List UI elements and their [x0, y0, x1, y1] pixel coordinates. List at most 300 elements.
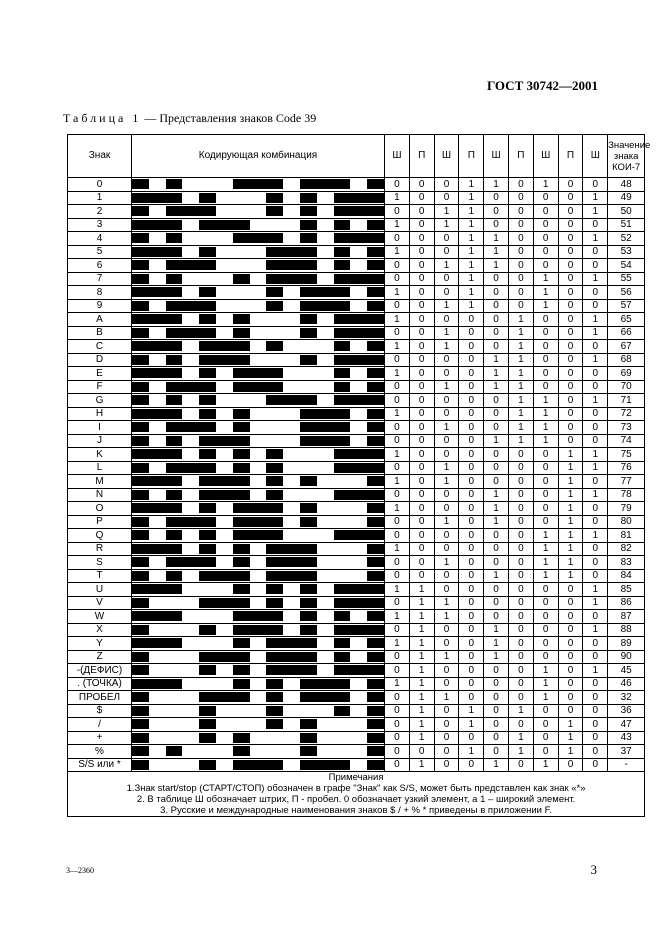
symbol-cell: R: [68, 542, 132, 556]
bit-cell: 0: [558, 610, 583, 624]
bar-element: [367, 517, 384, 527]
bit-cell: 0: [508, 448, 533, 462]
barcode-pattern-cell: [132, 421, 385, 435]
bit-cell: 0: [409, 245, 434, 259]
bar-element: [132, 733, 149, 743]
bit-cell: 0: [409, 515, 434, 529]
bit-cell: 0: [459, 380, 484, 394]
bar-element: [132, 193, 182, 203]
bar-element: [367, 179, 384, 189]
bit-cell: 1: [385, 677, 410, 691]
bar-element: [334, 652, 351, 662]
bar-element: [300, 625, 317, 635]
bit-cell: 0: [484, 745, 509, 759]
koi-value-cell: 89: [608, 637, 645, 651]
koi-value-cell: 74: [608, 434, 645, 448]
table-row: [68, 421, 645, 435]
bit-cell: 0: [459, 340, 484, 354]
bar-element: [367, 422, 384, 432]
bit-cell: 0: [434, 637, 459, 651]
bit-cell: 1: [583, 326, 608, 340]
bar-element: [266, 638, 316, 648]
bar-element: [300, 679, 350, 689]
bit-cell: 0: [533, 515, 558, 529]
space-element: [283, 179, 300, 189]
table-row: [68, 731, 645, 745]
space-element: [216, 193, 266, 203]
bit-cell: 0: [533, 367, 558, 381]
bit-cell: 1: [484, 515, 509, 529]
space-element: [216, 665, 233, 675]
header-bit-2: П: [409, 135, 434, 178]
bar-element: [266, 571, 316, 581]
bit-cell: 1: [533, 421, 558, 435]
bit-cell: 1: [434, 326, 459, 340]
bar-element: [132, 571, 149, 581]
bar-element: [132, 517, 149, 527]
bit-cell: 0: [409, 421, 434, 435]
bar-element: [367, 557, 384, 567]
header-bit-3: Ш: [434, 135, 459, 178]
bit-cell: 0: [409, 326, 434, 340]
bit-cell: 1: [434, 218, 459, 232]
bit-cell: 0: [558, 299, 583, 313]
bit-cell: 0: [533, 502, 558, 516]
bar-element: [166, 463, 216, 473]
symbol-cell: 0: [68, 178, 132, 192]
bit-cell: 1: [385, 448, 410, 462]
bit-cell: 1: [434, 259, 459, 273]
bit-cell: 1: [434, 475, 459, 489]
bit-cell: 0: [409, 394, 434, 408]
koi-value-cell: 37: [608, 745, 645, 759]
bit-cell: 1: [385, 340, 410, 354]
bit-cell: 0: [434, 704, 459, 718]
space-element: [149, 233, 166, 243]
bit-cell: 0: [409, 380, 434, 394]
space-element: [283, 287, 300, 297]
koi-value-cell: 85: [608, 583, 645, 597]
bit-cell: 0: [508, 205, 533, 219]
barcode-pattern-cell: [132, 529, 385, 543]
bit-cell: 0: [434, 623, 459, 637]
table-row: [68, 313, 645, 327]
bar-element: [233, 544, 250, 554]
space-element: [283, 301, 300, 311]
bar-element: [233, 530, 283, 540]
koi-value-cell: 79: [608, 502, 645, 516]
bit-cell: 1: [409, 664, 434, 678]
barcode-pattern: [132, 449, 384, 459]
bar-element: [300, 179, 350, 189]
bit-cell: 0: [583, 421, 608, 435]
space-element: [216, 247, 266, 257]
bit-cell: 0: [459, 421, 484, 435]
barcode-pattern: [132, 611, 384, 621]
bit-cell: 1: [434, 205, 459, 219]
bit-cell: 0: [385, 704, 410, 718]
koi-value-cell: 68: [608, 353, 645, 367]
space-element: [250, 733, 300, 743]
space-element: [149, 422, 166, 432]
space-element: [350, 409, 367, 419]
space-element: [317, 598, 334, 608]
bar-element: [367, 368, 384, 378]
bit-cell: 0: [484, 475, 509, 489]
bit-cell: 1: [583, 394, 608, 408]
table-row: [68, 394, 645, 408]
barcode-pattern-cell: [132, 556, 385, 570]
bit-cell: 0: [434, 448, 459, 462]
koi-value-cell: 46: [608, 677, 645, 691]
bit-cell: 0: [484, 664, 509, 678]
koi-value-cell: 52: [608, 232, 645, 246]
koi-value-cell: 80: [608, 515, 645, 529]
bit-cell: 1: [508, 434, 533, 448]
space-element: [182, 476, 199, 486]
bar-element: [300, 611, 317, 621]
bit-cell: 0: [385, 178, 410, 192]
bar-element: [166, 395, 183, 405]
bar-element: [166, 260, 216, 270]
bar-element: [132, 611, 182, 621]
space-element: [149, 530, 166, 540]
bit-cell: 1: [533, 691, 558, 705]
space-element: [350, 247, 367, 257]
space-element: [250, 598, 267, 608]
bit-cell: 0: [533, 245, 558, 259]
bit-cell: 0: [459, 583, 484, 597]
bit-cell: 0: [484, 542, 509, 556]
bar-element: [132, 247, 182, 257]
space-element: [283, 341, 333, 351]
symbol-cell: O: [68, 502, 132, 516]
bit-cell: 0: [558, 583, 583, 597]
bit-cell: 0: [409, 475, 434, 489]
bar-element: [300, 355, 317, 365]
bit-cell: 0: [583, 718, 608, 732]
bit-cell: 0: [583, 475, 608, 489]
barcode-pattern-cell: [132, 218, 385, 232]
space-element: [149, 382, 166, 392]
space-element: [182, 490, 199, 500]
bit-cell: 1: [533, 178, 558, 192]
space-element: [149, 179, 166, 189]
page-number: 3: [590, 862, 597, 877]
bar-element: [233, 746, 250, 756]
space-element: [250, 584, 267, 594]
space-element: [317, 274, 334, 284]
space-element: [317, 719, 367, 729]
space-element: [216, 719, 266, 729]
bit-cell: 0: [508, 596, 533, 610]
bit-cell: 0: [508, 556, 533, 570]
barcode-pattern-cell: [132, 718, 385, 732]
bit-cell: 0: [434, 718, 459, 732]
bit-cell: 1: [409, 596, 434, 610]
table-caption-label: Таблица 1: [63, 111, 142, 125]
bar-element: [334, 220, 351, 230]
bit-cell: 1: [385, 218, 410, 232]
space-element: [283, 517, 300, 527]
bar-element: [334, 341, 351, 351]
space-element: [283, 611, 300, 621]
barcode-pattern: [132, 409, 384, 419]
space-element: [216, 206, 266, 216]
bit-cell: 1: [409, 637, 434, 651]
bit-cell: 0: [583, 286, 608, 300]
bit-cell: 0: [385, 623, 410, 637]
bar-element: [132, 422, 149, 432]
bar-element: [132, 382, 149, 392]
bar-element: [132, 463, 149, 473]
bit-cell: 0: [434, 731, 459, 745]
bit-cell: 1: [385, 407, 410, 421]
barcode-pattern: [132, 247, 384, 257]
barcode-pattern-cell: [132, 515, 385, 529]
barcode-pattern-cell: [132, 259, 385, 273]
bit-cell: 0: [459, 556, 484, 570]
space-element: [317, 328, 334, 338]
koi-value-cell: -: [608, 758, 645, 772]
bar-element: [367, 544, 384, 554]
symbol-cell: 9: [68, 299, 132, 313]
koi-value-cell: 53: [608, 245, 645, 259]
header-pattern: Кодирующая комбинация: [132, 135, 385, 178]
bar-element: [166, 422, 216, 432]
space-element: [250, 679, 267, 689]
bar-element: [300, 301, 350, 311]
note-1: 1.Знак start/stop (СТАРТ/СТОП) обозначен в графе "Знак" как S/S, может быть представлен как знак «*»: [126, 783, 586, 794]
bar-element: [199, 598, 249, 608]
barcode-pattern: [132, 557, 384, 567]
bit-cell: 0: [583, 367, 608, 381]
bit-cell: 1: [484, 434, 509, 448]
bar-element: [300, 584, 317, 594]
note-3: 3. Русские и международные наименования знаков $ / + % * приведены в приложении F.: [160, 805, 553, 816]
bit-cell: 0: [583, 637, 608, 651]
bit-cell: 0: [533, 232, 558, 246]
bar-element: [266, 301, 283, 311]
barcode-pattern-cell: [132, 286, 385, 300]
bit-cell: 0: [434, 677, 459, 691]
table-row: [68, 704, 645, 718]
table-row: [68, 353, 645, 367]
bit-cell: 0: [409, 461, 434, 475]
bar-element: [199, 625, 216, 635]
bit-cell: 1: [583, 461, 608, 475]
bar-element: [132, 638, 182, 648]
bit-cell: 0: [558, 596, 583, 610]
bit-cell: 0: [434, 191, 459, 205]
bit-cell: 0: [558, 623, 583, 637]
bit-cell: 0: [508, 691, 533, 705]
bit-cell: 0: [533, 461, 558, 475]
space-element: [317, 557, 367, 567]
bit-cell: 0: [533, 745, 558, 759]
bar-element: [233, 733, 250, 743]
barcode-pattern-cell: [132, 178, 385, 192]
bit-cell: 0: [558, 245, 583, 259]
bit-cell: 1: [533, 569, 558, 583]
space-element: [283, 719, 300, 729]
koi-value-cell: 72: [608, 407, 645, 421]
koi-value-cell: 81: [608, 529, 645, 543]
bar-element: [199, 341, 249, 351]
barcode-pattern: [132, 436, 384, 446]
space-element: [149, 706, 199, 716]
space-element: [149, 665, 199, 675]
barcode-pattern-cell: [132, 353, 385, 367]
bit-cell: 0: [484, 556, 509, 570]
bit-cell: 0: [558, 394, 583, 408]
symbol-cell: 2: [68, 205, 132, 219]
bit-cell: 0: [459, 394, 484, 408]
bit-cell: 1: [459, 178, 484, 192]
bit-cell: 0: [583, 259, 608, 273]
koi-value-cell: 43: [608, 731, 645, 745]
bit-cell: 0: [583, 245, 608, 259]
space-element: [149, 692, 199, 702]
space-element: [149, 274, 166, 284]
space-element: [317, 733, 367, 743]
bit-cell: 0: [459, 529, 484, 543]
bit-cell: 1: [409, 650, 434, 664]
bit-cell: 0: [484, 286, 509, 300]
symbol-cell: X: [68, 623, 132, 637]
bit-cell: 0: [459, 353, 484, 367]
table-header: [68, 135, 651, 178]
space-element: [317, 314, 334, 324]
barcode-pattern: [132, 476, 384, 486]
bit-cell: 0: [484, 218, 509, 232]
bit-cell: 1: [434, 421, 459, 435]
bit-cell: 0: [484, 407, 509, 421]
barcode-pattern: [132, 341, 384, 351]
barcode-pattern-cell: [132, 745, 385, 759]
space-element: [317, 652, 334, 662]
bar-element: [266, 247, 316, 257]
bar-element: [367, 220, 384, 230]
bar-element: [233, 449, 250, 459]
bit-cell: 0: [434, 488, 459, 502]
bit-cell: 0: [459, 448, 484, 462]
koi-value-cell: 50: [608, 205, 645, 219]
bit-cell: 0: [409, 299, 434, 313]
bar-element: [367, 638, 384, 648]
bit-cell: 1: [533, 758, 558, 772]
bit-cell: 0: [533, 205, 558, 219]
symbol-cell: /: [68, 718, 132, 732]
bit-cell: 0: [533, 326, 558, 340]
bar-element: [300, 409, 350, 419]
bar-element: [367, 341, 384, 351]
barcode-pattern-cell: [132, 758, 385, 772]
bar-element: [300, 314, 317, 324]
bar-element: [199, 692, 249, 702]
symbol-cell: W: [68, 610, 132, 624]
header-bit-5: Ш: [484, 135, 509, 178]
bit-cell: 0: [533, 218, 558, 232]
bar-element: [199, 355, 249, 365]
bit-cell: 0: [459, 637, 484, 651]
bit-cell: 1: [533, 664, 558, 678]
bit-cell: 1: [385, 191, 410, 205]
bit-cell: 0: [533, 583, 558, 597]
symbol-cell: B: [68, 326, 132, 340]
koi-value-cell: 47: [608, 718, 645, 732]
bar-element: [367, 746, 384, 756]
bit-cell: 0: [533, 340, 558, 354]
bar-element: [199, 449, 216, 459]
table-row: [68, 596, 645, 610]
bit-cell: 0: [434, 502, 459, 516]
bar-element: [266, 692, 283, 702]
bit-cell: 0: [409, 232, 434, 246]
bar-element: [266, 706, 283, 716]
space-element: [350, 679, 367, 689]
space-element: [250, 449, 267, 459]
table-row: [68, 583, 645, 597]
bar-element: [300, 598, 317, 608]
bit-cell: 1: [459, 299, 484, 313]
bar-element: [199, 314, 216, 324]
bit-cell: 0: [459, 407, 484, 421]
bar-element: [233, 557, 250, 567]
bit-cell: 0: [484, 340, 509, 354]
bit-cell: 0: [459, 677, 484, 691]
bit-cell: 0: [385, 232, 410, 246]
bit-cell: 0: [409, 529, 434, 543]
bit-cell: 0: [409, 502, 434, 516]
bit-cell: 0: [434, 313, 459, 327]
space-element: [182, 193, 199, 203]
barcode-pattern-cell: [132, 191, 385, 205]
bit-cell: 0: [533, 475, 558, 489]
bar-element: [132, 476, 182, 486]
bit-cell: 0: [459, 488, 484, 502]
barcode-pattern: [132, 652, 384, 662]
space-element: [182, 679, 232, 689]
bar-element: [233, 611, 283, 621]
bar-element: [334, 193, 384, 203]
bar-element: [334, 463, 384, 473]
bit-cell: 0: [558, 191, 583, 205]
bit-cell: 0: [459, 664, 484, 678]
space-element: [216, 517, 233, 527]
bar-element: [199, 719, 216, 729]
bit-cell: 0: [459, 596, 484, 610]
bit-cell: 1: [385, 583, 410, 597]
bit-cell: 0: [484, 448, 509, 462]
symbol-cell: S/S или *: [68, 758, 132, 772]
bar-element: [367, 436, 384, 446]
koi-value-cell: 75: [608, 448, 645, 462]
space-element: [283, 625, 300, 635]
bit-cell: 0: [459, 326, 484, 340]
notes-title: Примечания: [328, 772, 384, 783]
bit-cell: 0: [558, 340, 583, 354]
table-row: [68, 245, 645, 259]
bit-cell: 1: [558, 488, 583, 502]
space-element: [250, 328, 300, 338]
bar-element: [199, 503, 216, 513]
barcode-pattern: [132, 260, 384, 270]
header-bit-7: Ш: [533, 135, 558, 178]
bar-element: [199, 368, 216, 378]
bit-cell: 1: [508, 745, 533, 759]
bit-cell: 0: [409, 353, 434, 367]
